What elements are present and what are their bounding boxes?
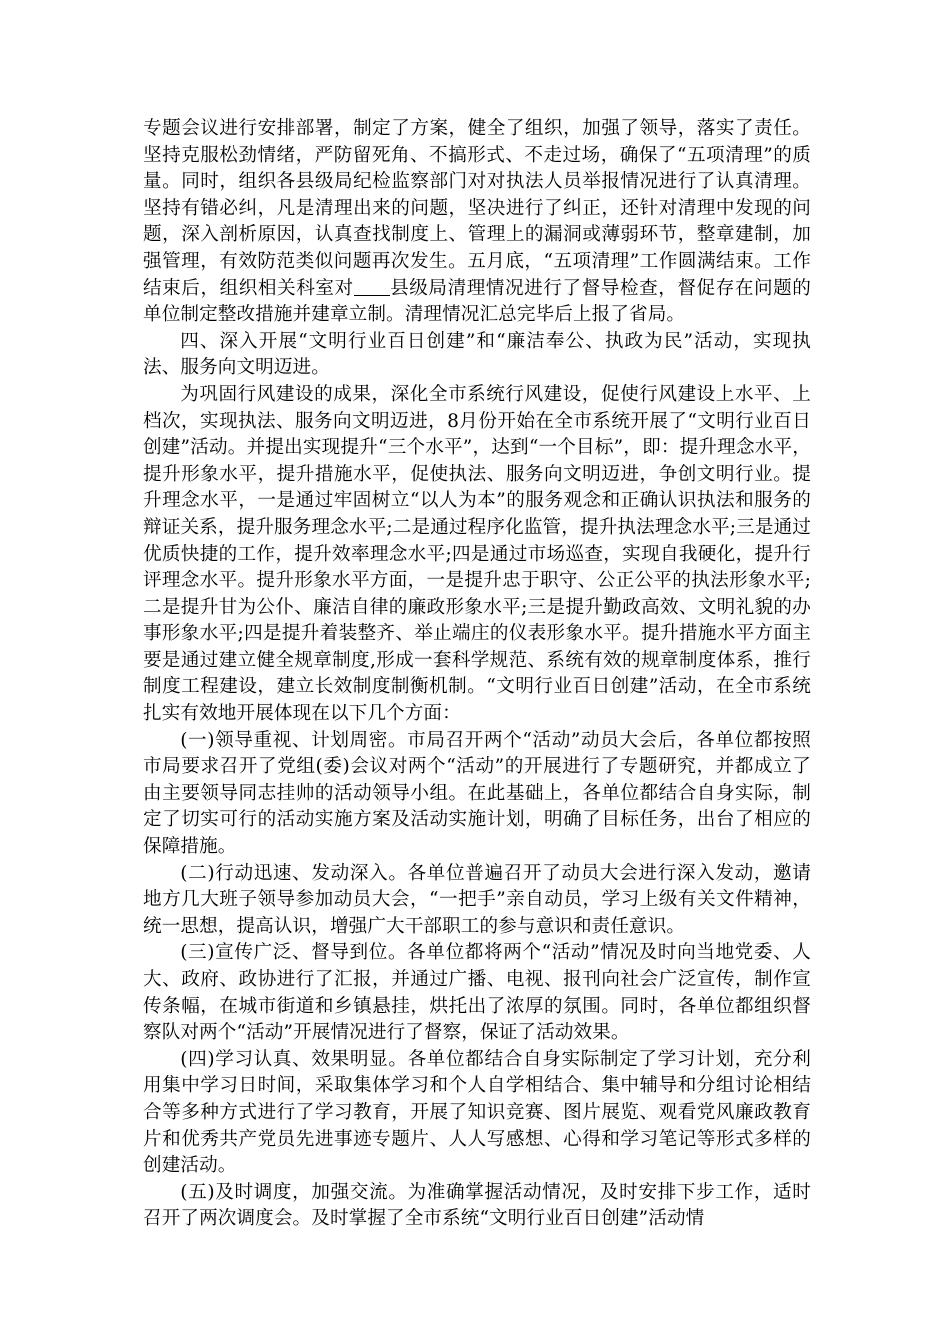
list-item-5: (五)及时调度，加强交流。为准确掌握活动情况，及时安排下步工作，适时召开了两次调度会。及时掌握了全市系统“文明行业百日创建”活动情 bbox=[143, 1181, 811, 1230]
list-item-3: (三)宣传广泛、督导到位。各单位都将两个“活动”情况及时向当地党委、人大、政府、政协进行了汇报，并通过广播、电视、报刊向社会广泛宣传，制作宣传条幅，在城市街道和乡镇悬挂，烘托出了浓厚的氛围。同时，各单位都组织督察队对两个“活动”开展情况进行了督察，保证了活动效果。 bbox=[143, 942, 811, 1044]
paragraph-five-cleanups-part2: 县级局清理情况进行了督导检查，督促存在问题的单位制定整改措施并建章立制。清理情况汇总完毕后上报了省局。 bbox=[143, 277, 811, 326]
paragraph-civilized-industry: 为巩固行风建设的成果，深化全市系统行风建设，促使行风建设上水平、上档次，实现执法、服务向文明迈进，8月份开始在全市系统开展了“文明行业百日创建”活动。并提出实现提升“三个水平”，达到“一个目标”，即：提升理念水平，提升形象水平，提升措施水平，促使执法、服务向文明迈进，争创文明行业。提升理念水平，一是通过牢固树立“以人为本”的服务观念和正确认识执法和服务的辩证关系，提升服务理念水平;二是通过程序化监管，提升执法理念水平;三是通过优质快捷的工作，提升效率理念水平;四是通过市场巡查，实现自我硬化，提升行评理念水平。提升形象水平方面，一是提升忠于职守、公正公平的执法形象水平;二是提升甘为公仆、廉洁自律的廉政形象水平;三是提升勤政高效、文明礼貌的办事形象水平;四是提升着装整齐、举止端庄的仪表形象水平。提升措施水平方面主要是通过建立健全规章制度,形成一套科学规范、系统有效的规章制度体系，推行制度工程建设，建立长效制度制衡机制。“文明行业百日创建”活动，在全市系统扎实有效地开展体现在以下几个方面： bbox=[143, 383, 811, 725]
section-four-heading: 四、深入开展“文明行业百日创建”和“廉洁奉公、执政为民”活动，实现执法、服务向文明迈进。 bbox=[143, 330, 811, 379]
list-item-2: (二)行动迅速、发动深入。各单位普遍召开了动员大会进行深入发动，邀请地方几大班子领导参加动员大会，“一把手”亲自动员，学习上级有关文件精神，统一思想，提高认识，增强广大干部职工的参与意识和责任意识。 bbox=[143, 862, 811, 937]
paragraph-five-cleanups-part1: 专题会议进行安排部署，制定了方案，健全了组织，加强了领导，落实了责任。坚持克服松劲情绪，严防留死角、不搞形式、不走过场，确保了“五项清理”的质量。同时，组织各县级局纪检监察部门对对执法人员举报情况进行了认真清理。坚持有错必纠，凡是清理出来的问题，坚决进行了纠正，还针对清理中发现的问题，深入剖析原因，认真查找制度上、管理上的漏洞或薄弱环节，整章建制，加强管理，有效防范类似问题再次发生。五月底，“五项清理”工作圆满结束。工作结束后，组织相关科室对 bbox=[143, 118, 811, 299]
paragraph-five-cleanups bbox=[143, 116, 811, 329]
document-body bbox=[143, 116, 811, 1233]
list-item-4: (四)学习认真、效果明显。各单位都结合自身实际制定了学习计划，充分利用集中学习日时间，采取集体学习和个人自学相结合、集中辅导和分组讨论相结合等多种方式进行了学习教育，开展了知识竞赛、图片展览、观看党风廉政教育片和优秀共产党员先进事迹专题片、人人写感想、心得和学习笔记等形式多样的创建活动。 bbox=[143, 1048, 811, 1177]
list-item-1: (一)领导重视、计划周密。市局召开两个“活动”动员大会后，各单位都按照市局要求召开了党组(委)会议对两个“活动”的开展进行了专题研究，并都成立了由主要领导同志挂帅的活动领导小组。在此基础上，各单位都结合自身实际，制定了切实可行的活动实施方案及活动实施计划，明确了目标任务，出台了相应的保障措施。 bbox=[143, 729, 811, 858]
blank-underline bbox=[354, 277, 390, 296]
